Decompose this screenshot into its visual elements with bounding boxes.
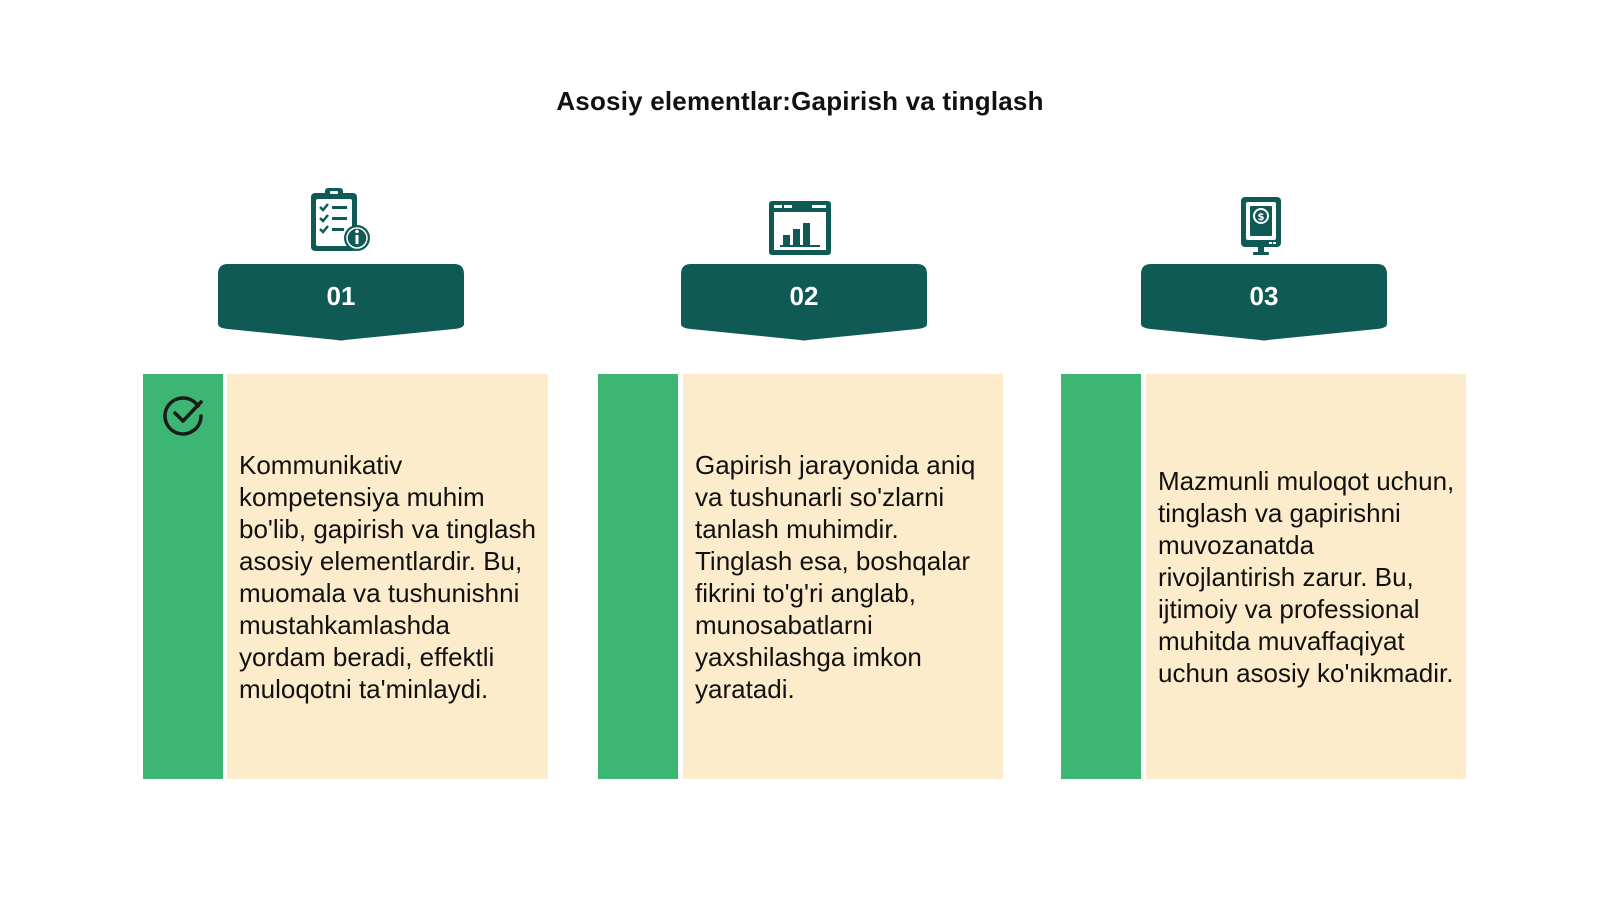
card-text: Kommunikativ kompetensiya muhim bo'lib, gapirish va tinglash asosiy elementlardir. Bu, muomala va tushunishni mustahkamlashda yordam beradi, effektli muloqotni ta'minlaydi. — [239, 449, 536, 704]
card-text: Mazmunli muloqot uchun, tinglash va gapirishni muvozanatda rivojlantirish zarur. Bu, ijtimoiy va professional muhitda muvaffaqiyat uchun asosiy ko'nikmadir. — [1158, 465, 1455, 688]
svg-text:$: $ — [1257, 212, 1265, 223]
column-tab-02 — [681, 264, 927, 342]
column-tab-01 — [218, 264, 464, 342]
column-number: 01 — [326, 281, 356, 311]
accent-bar — [1061, 374, 1141, 779]
text-card — [227, 374, 548, 779]
column-number: 03 — [1249, 281, 1279, 311]
clipboard-checklist-info-icon — [305, 187, 385, 267]
column-tab-03 — [1141, 264, 1387, 342]
check-circle-icon — [162, 392, 206, 436]
card-text: Gapirish jarayonida aniq va tushunarli so'zlarni tanlash muhimdir. Tinglash esa, boshqalar fikrini to'g'ri anglab, munosabatlarni yaxshilashga imkon yaratadi. — [695, 449, 976, 704]
text-card — [683, 374, 1003, 779]
text-card — [1146, 374, 1466, 779]
accent-bar — [598, 374, 678, 779]
monitor-dollar-icon — [1222, 187, 1302, 267]
column-number: 02 — [789, 281, 819, 311]
slide-title: Asosiy elementlar:Gapirish va tinglash — [556, 86, 1044, 116]
browser-bar-chart-icon — [760, 187, 840, 267]
